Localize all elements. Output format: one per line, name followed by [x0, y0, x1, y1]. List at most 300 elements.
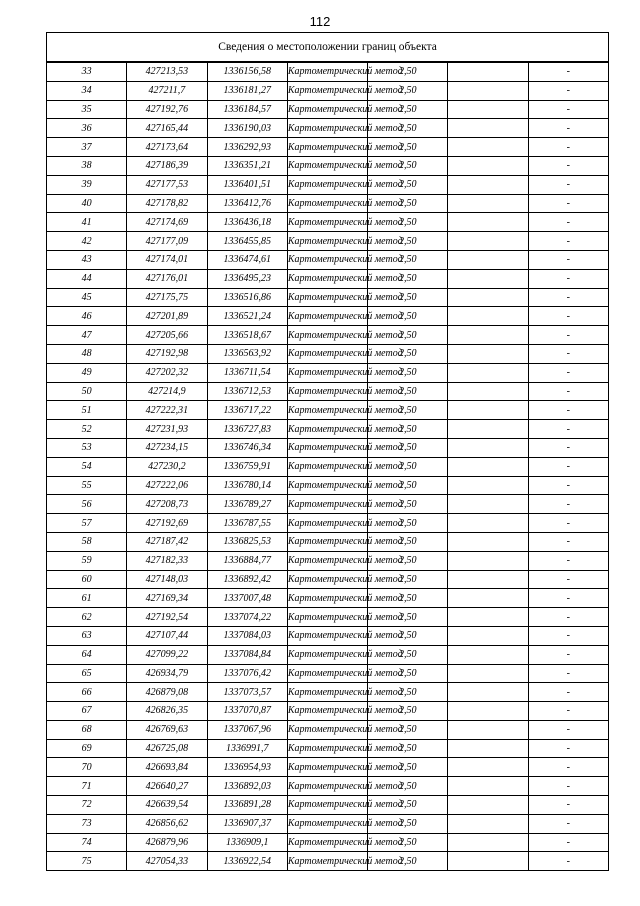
point-number-cell: 39 [47, 175, 127, 194]
table-row [47, 608, 609, 627]
point-number-cell: 45 [47, 288, 127, 307]
coordinate-y-cell: 1336518,67 [207, 326, 287, 345]
precision-cell: 2,50 [368, 683, 448, 702]
coordinate-x-cell: 427148,03 [127, 570, 207, 589]
table-row [47, 100, 609, 119]
determination-method-cell: Картометрический метод [287, 626, 367, 645]
point-number-cell: 70 [47, 758, 127, 777]
boundary-coordinates-table [46, 32, 609, 871]
table-row [47, 250, 609, 269]
description-cell: - [528, 213, 608, 232]
precision-cell: 2,50 [368, 119, 448, 138]
coordinate-y-cell: 1336891,28 [207, 796, 287, 815]
description-cell: - [528, 626, 608, 645]
point-number-cell: 50 [47, 382, 127, 401]
coordinate-x-cell: 427175,75 [127, 288, 207, 307]
coordinate-x-cell: 426934,79 [127, 664, 207, 683]
empty-cell-cell [448, 645, 528, 664]
empty-cell-cell [448, 363, 528, 382]
determination-method-cell: Картометрический метод [287, 119, 367, 138]
coordinate-y-cell: 1336181,27 [207, 81, 287, 100]
description-cell: - [528, 119, 608, 138]
coordinate-y-cell: 1336156,58 [207, 62, 287, 81]
table-row [47, 589, 609, 608]
precision-cell: 2,50 [368, 307, 448, 326]
coordinate-y-cell: 1336292,93 [207, 138, 287, 157]
precision-cell: 2,50 [368, 796, 448, 815]
description-cell: - [528, 307, 608, 326]
table-row [47, 382, 609, 401]
precision-cell: 2,50 [368, 514, 448, 533]
coordinate-x-cell: 427169,34 [127, 589, 207, 608]
precision-cell: 2,50 [368, 814, 448, 833]
coordinate-x-cell: 426826,35 [127, 702, 207, 721]
point-number-cell: 56 [47, 495, 127, 514]
table-row [47, 213, 609, 232]
table-row [47, 626, 609, 645]
point-number-cell: 35 [47, 100, 127, 119]
determination-method-cell: Картометрический метод [287, 608, 367, 627]
table-row [47, 683, 609, 702]
coordinate-y-cell: 1336825,53 [207, 532, 287, 551]
coordinate-y-cell: 1336717,22 [207, 401, 287, 420]
table-row [47, 119, 609, 138]
empty-cell-cell [448, 156, 528, 175]
description-cell: - [528, 551, 608, 570]
determination-method-cell: Картометрический метод [287, 307, 367, 326]
precision-cell: 2,50 [368, 420, 448, 439]
description-cell: - [528, 645, 608, 664]
description-cell: - [528, 777, 608, 796]
description-cell: - [528, 138, 608, 157]
point-number-cell: 38 [47, 156, 127, 175]
point-number-cell: 43 [47, 250, 127, 269]
coordinate-x-cell: 426769,63 [127, 720, 207, 739]
table-row [47, 194, 609, 213]
point-number-cell: 46 [47, 307, 127, 326]
description-cell: - [528, 344, 608, 363]
description-cell: - [528, 81, 608, 100]
precision-cell: 2,50 [368, 232, 448, 251]
point-number-cell: 61 [47, 589, 127, 608]
empty-cell-cell [448, 476, 528, 495]
coordinate-y-cell: 1336401,51 [207, 175, 287, 194]
description-cell: - [528, 608, 608, 627]
coordinate-x-cell: 427177,09 [127, 232, 207, 251]
table-row [47, 457, 609, 476]
empty-cell-cell [448, 551, 528, 570]
table-row [47, 232, 609, 251]
precision-cell: 2,50 [368, 344, 448, 363]
empty-cell-cell [448, 739, 528, 758]
description-cell: - [528, 156, 608, 175]
coordinate-x-cell: 427182,33 [127, 551, 207, 570]
table-row [47, 288, 609, 307]
determination-method-cell: Картометрический метод [287, 645, 367, 664]
description-cell: - [528, 852, 608, 871]
empty-cell-cell [448, 532, 528, 551]
coordinate-x-cell: 427174,69 [127, 213, 207, 232]
empty-cell-cell [448, 664, 528, 683]
description-cell: - [528, 326, 608, 345]
table-row [47, 514, 609, 533]
point-number-cell: 64 [47, 645, 127, 664]
coordinate-y-cell: 1336780,14 [207, 476, 287, 495]
coordinate-y-cell: 1336884,77 [207, 551, 287, 570]
coordinate-x-cell: 426879,96 [127, 833, 207, 852]
coordinate-x-cell: 426725,08 [127, 739, 207, 758]
point-number-cell: 55 [47, 476, 127, 495]
description-cell: - [528, 758, 608, 777]
determination-method-cell: Картометрический метод [287, 852, 367, 871]
empty-cell-cell [448, 100, 528, 119]
coordinate-x-cell: 427192,76 [127, 100, 207, 119]
determination-method-cell: Картометрический метод [287, 814, 367, 833]
coordinate-y-cell: 1336909,1 [207, 833, 287, 852]
table-title-row [47, 33, 609, 63]
coordinate-x-cell: 427054,33 [127, 852, 207, 871]
coordinate-x-cell: 427205,66 [127, 326, 207, 345]
coordinate-y-cell: 1337070,87 [207, 702, 287, 721]
coordinate-y-cell: 1336727,83 [207, 420, 287, 439]
coordinate-y-cell: 1337084,84 [207, 645, 287, 664]
coordinate-y-cell: 1337007,48 [207, 589, 287, 608]
table-row [47, 401, 609, 420]
determination-method-cell: Картометрический метод [287, 401, 367, 420]
precision-cell: 2,50 [368, 495, 448, 514]
coordinate-x-cell: 427176,01 [127, 269, 207, 288]
determination-method-cell: Картометрический метод [287, 81, 367, 100]
coordinate-x-cell: 427165,44 [127, 119, 207, 138]
table-row [47, 62, 609, 81]
coordinate-x-cell: 427211,7 [127, 81, 207, 100]
determination-method-cell: Картометрический метод [287, 138, 367, 157]
empty-cell-cell [448, 457, 528, 476]
determination-method-cell: Картометрический метод [287, 777, 367, 796]
coordinate-x-cell: 427192,69 [127, 514, 207, 533]
description-cell: - [528, 683, 608, 702]
point-number-cell: 60 [47, 570, 127, 589]
table-row [47, 175, 609, 194]
description-cell: - [528, 739, 608, 758]
table-row [47, 758, 609, 777]
empty-cell-cell [448, 702, 528, 721]
empty-cell-cell [448, 232, 528, 251]
precision-cell: 2,50 [368, 326, 448, 345]
point-number-cell: 54 [47, 457, 127, 476]
table-row [47, 326, 609, 345]
coordinate-y-cell: 1336954,93 [207, 758, 287, 777]
empty-cell-cell [448, 683, 528, 702]
determination-method-cell: Картометрический метод [287, 457, 367, 476]
coordinate-x-cell: 427202,32 [127, 363, 207, 382]
coordinate-y-cell: 1337084,03 [207, 626, 287, 645]
point-number-cell: 44 [47, 269, 127, 288]
point-number-cell: 59 [47, 551, 127, 570]
determination-method-cell: Картометрический метод [287, 326, 367, 345]
determination-method-cell: Картометрический метод [287, 288, 367, 307]
point-number-cell: 51 [47, 401, 127, 420]
empty-cell-cell [448, 570, 528, 589]
precision-cell: 2,50 [368, 664, 448, 683]
precision-cell: 2,50 [368, 250, 448, 269]
coordinate-x-cell: 426640,27 [127, 777, 207, 796]
point-number-cell: 37 [47, 138, 127, 157]
precision-cell: 2,50 [368, 702, 448, 721]
coordinate-x-cell: 427208,73 [127, 495, 207, 514]
description-cell: - [528, 194, 608, 213]
determination-method-cell: Картометрический метод [287, 62, 367, 81]
coordinate-x-cell: 427192,54 [127, 608, 207, 627]
determination-method-cell: Картометрический метод [287, 156, 367, 175]
point-number-cell: 41 [47, 213, 127, 232]
precision-cell: 2,50 [368, 570, 448, 589]
coordinate-x-cell: 426693,84 [127, 758, 207, 777]
precision-cell: 2,50 [368, 138, 448, 157]
description-cell: - [528, 833, 608, 852]
empty-cell-cell [448, 796, 528, 815]
precision-cell: 2,50 [368, 156, 448, 175]
coordinate-y-cell: 1336711,54 [207, 363, 287, 382]
point-number-cell: 42 [47, 232, 127, 251]
point-number-cell: 52 [47, 420, 127, 439]
empty-cell-cell [448, 514, 528, 533]
point-number-cell: 33 [47, 62, 127, 81]
coordinate-x-cell: 427230,2 [127, 457, 207, 476]
coordinate-y-cell: 1336892,42 [207, 570, 287, 589]
description-cell: - [528, 457, 608, 476]
determination-method-cell: Картометрический метод [287, 175, 367, 194]
point-number-cell: 62 [47, 608, 127, 627]
table-row [47, 476, 609, 495]
table-title: Сведения о местоположении границ объекта [47, 33, 609, 63]
empty-cell-cell [448, 720, 528, 739]
point-number-cell: 49 [47, 363, 127, 382]
precision-cell: 2,50 [368, 382, 448, 401]
description-cell: - [528, 814, 608, 833]
coordinate-x-cell: 426856,62 [127, 814, 207, 833]
coordinate-y-cell: 1336759,91 [207, 457, 287, 476]
determination-method-cell: Картометрический метод [287, 702, 367, 721]
table-row [47, 532, 609, 551]
coordinate-y-cell: 1336991,7 [207, 739, 287, 758]
precision-cell: 2,50 [368, 363, 448, 382]
coordinate-y-cell: 1336787,55 [207, 514, 287, 533]
coordinate-x-cell: 426879,08 [127, 683, 207, 702]
determination-method-cell: Картометрический метод [287, 664, 367, 683]
determination-method-cell: Картометрический метод [287, 420, 367, 439]
coordinate-x-cell: 427177,53 [127, 175, 207, 194]
table-row [47, 739, 609, 758]
determination-method-cell: Картометрический метод [287, 495, 367, 514]
description-cell: - [528, 269, 608, 288]
table-row [47, 156, 609, 175]
description-cell: - [528, 664, 608, 683]
description-cell: - [528, 288, 608, 307]
description-cell: - [528, 720, 608, 739]
coordinate-y-cell: 1336516,86 [207, 288, 287, 307]
coordinate-x-cell: 427201,89 [127, 307, 207, 326]
precision-cell: 2,50 [368, 438, 448, 457]
empty-cell-cell [448, 626, 528, 645]
coordinate-y-cell: 1336712,53 [207, 382, 287, 401]
determination-method-cell: Картометрический метод [287, 438, 367, 457]
determination-method-cell: Картометрический метод [287, 100, 367, 119]
point-number-cell: 69 [47, 739, 127, 758]
determination-method-cell: Картометрический метод [287, 250, 367, 269]
determination-method-cell: Картометрический метод [287, 683, 367, 702]
precision-cell: 2,50 [368, 758, 448, 777]
determination-method-cell: Картометрический метод [287, 720, 367, 739]
precision-cell: 2,50 [368, 401, 448, 420]
coordinate-y-cell: 1337076,42 [207, 664, 287, 683]
precision-cell: 2,50 [368, 213, 448, 232]
table-row [47, 796, 609, 815]
determination-method-cell: Картометрический метод [287, 344, 367, 363]
determination-method-cell: Картометрический метод [287, 532, 367, 551]
coordinate-y-cell: 1337067,96 [207, 720, 287, 739]
description-cell: - [528, 363, 608, 382]
determination-method-cell: Картометрический метод [287, 476, 367, 495]
description-cell: - [528, 495, 608, 514]
description-cell: - [528, 532, 608, 551]
empty-cell-cell [448, 269, 528, 288]
empty-cell-cell [448, 420, 528, 439]
coordinate-y-cell: 1336412,76 [207, 194, 287, 213]
coordinate-x-cell: 427231,93 [127, 420, 207, 439]
coordinate-y-cell: 1336521,24 [207, 307, 287, 326]
determination-method-cell: Картометрический метод [287, 232, 367, 251]
point-number-cell: 74 [47, 833, 127, 852]
table-row [47, 138, 609, 157]
precision-cell: 2,50 [368, 589, 448, 608]
empty-cell-cell [448, 138, 528, 157]
coordinate-x-cell: 427213,53 [127, 62, 207, 81]
determination-method-cell: Картометрический метод [287, 194, 367, 213]
coordinate-x-cell: 427186,39 [127, 156, 207, 175]
determination-method-cell: Картометрический метод [287, 514, 367, 533]
table-row [47, 344, 609, 363]
table-row [47, 720, 609, 739]
precision-cell: 2,50 [368, 194, 448, 213]
empty-cell-cell [448, 777, 528, 796]
coordinate-y-cell: 1336184,57 [207, 100, 287, 119]
description-cell: - [528, 250, 608, 269]
description-cell: - [528, 62, 608, 81]
precision-cell: 2,50 [368, 81, 448, 100]
coordinate-y-cell: 1336436,18 [207, 213, 287, 232]
table-row [47, 81, 609, 100]
determination-method-cell: Картометрический метод [287, 758, 367, 777]
empty-cell-cell [448, 608, 528, 627]
page-number: 112 [309, 14, 331, 29]
determination-method-cell: Картометрический метод [287, 551, 367, 570]
empty-cell-cell [448, 344, 528, 363]
precision-cell: 2,50 [368, 476, 448, 495]
coordinate-y-cell: 1336495,23 [207, 269, 287, 288]
table-row [47, 702, 609, 721]
coordinate-x-cell: 427234,15 [127, 438, 207, 457]
point-number-cell: 75 [47, 852, 127, 871]
description-cell: - [528, 232, 608, 251]
point-number-cell: 40 [47, 194, 127, 213]
description-cell: - [528, 514, 608, 533]
point-number-cell: 48 [47, 344, 127, 363]
coordinate-y-cell: 1336922,54 [207, 852, 287, 871]
empty-cell-cell [448, 852, 528, 871]
precision-cell: 2,50 [368, 739, 448, 758]
description-cell: - [528, 570, 608, 589]
precision-cell: 2,50 [368, 288, 448, 307]
table-row [47, 438, 609, 457]
point-number-cell: 53 [47, 438, 127, 457]
coordinate-x-cell: 427187,42 [127, 532, 207, 551]
table-row [47, 852, 609, 871]
coordinate-y-cell: 1337073,57 [207, 683, 287, 702]
empty-cell-cell [448, 589, 528, 608]
point-number-cell: 71 [47, 777, 127, 796]
empty-cell-cell [448, 833, 528, 852]
coordinate-y-cell: 1336190,03 [207, 119, 287, 138]
precision-cell: 2,50 [368, 608, 448, 627]
table-row [47, 814, 609, 833]
empty-cell-cell [448, 438, 528, 457]
empty-cell-cell [448, 288, 528, 307]
coordinate-x-cell: 427214,9 [127, 382, 207, 401]
description-cell: - [528, 702, 608, 721]
empty-cell-cell [448, 250, 528, 269]
empty-cell-cell [448, 814, 528, 833]
coordinate-x-cell: 427173,64 [127, 138, 207, 157]
point-number-cell: 34 [47, 81, 127, 100]
empty-cell-cell [448, 326, 528, 345]
coordinate-x-cell: 427192,98 [127, 344, 207, 363]
point-number-cell: 36 [47, 119, 127, 138]
precision-cell: 2,50 [368, 551, 448, 570]
determination-method-cell: Картометрический метод [287, 589, 367, 608]
coordinate-y-cell: 1337074,22 [207, 608, 287, 627]
determination-method-cell: Картометрический метод [287, 269, 367, 288]
precision-cell: 2,50 [368, 62, 448, 81]
coordinate-y-cell: 1336455,85 [207, 232, 287, 251]
precision-cell: 2,50 [368, 269, 448, 288]
coordinate-x-cell: 427222,31 [127, 401, 207, 420]
empty-cell-cell [448, 495, 528, 514]
coordinate-y-cell: 1336563,92 [207, 344, 287, 363]
point-number-cell: 66 [47, 683, 127, 702]
coordinate-x-cell: 427174,01 [127, 250, 207, 269]
table-body [47, 33, 609, 871]
determination-method-cell: Картометрический метод [287, 382, 367, 401]
description-cell: - [528, 100, 608, 119]
description-cell: - [528, 796, 608, 815]
point-number-cell: 73 [47, 814, 127, 833]
precision-cell: 2,50 [368, 532, 448, 551]
table-row [47, 777, 609, 796]
point-number-cell: 68 [47, 720, 127, 739]
coordinate-x-cell: 427099,22 [127, 645, 207, 664]
empty-cell-cell [448, 81, 528, 100]
empty-cell-cell [448, 62, 528, 81]
coordinate-x-cell: 426639,54 [127, 796, 207, 815]
table-row [47, 420, 609, 439]
table-row [47, 307, 609, 326]
precision-cell: 2,50 [368, 852, 448, 871]
table-row [47, 495, 609, 514]
point-number-cell: 58 [47, 532, 127, 551]
empty-cell-cell [448, 194, 528, 213]
precision-cell: 2,50 [368, 175, 448, 194]
